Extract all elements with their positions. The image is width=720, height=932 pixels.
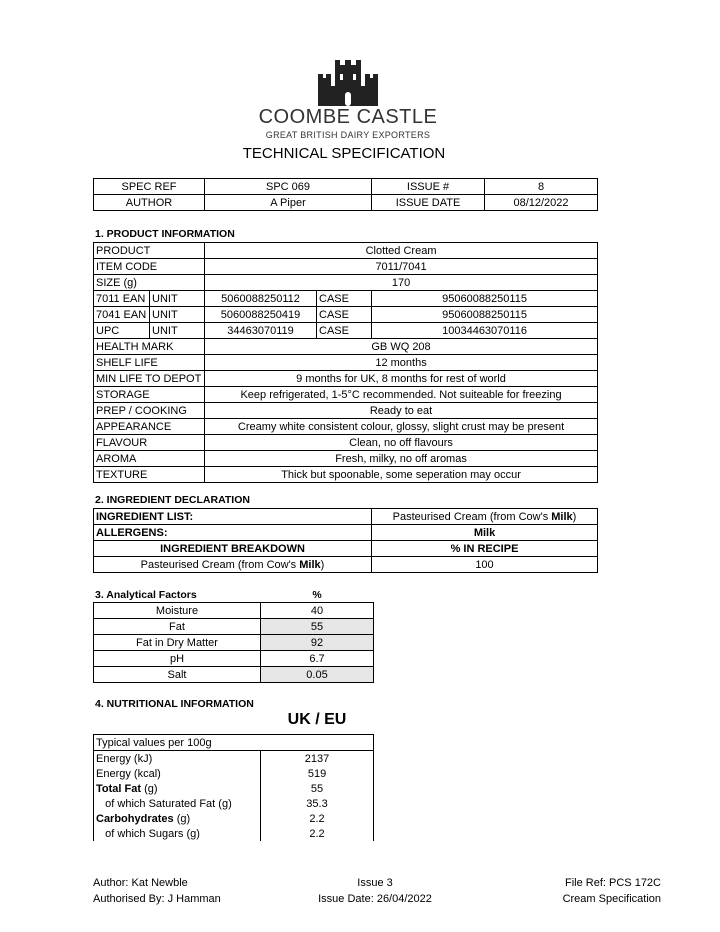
- code-row: [94, 307, 598, 323]
- unit-label: UNIT: [150, 291, 205, 307]
- footer-left: [93, 875, 221, 907]
- ingredient-list-label: INGREDIENT LIST:: [94, 509, 372, 525]
- allergens-label: ALLERGENS:: [94, 525, 372, 541]
- texture-value: Thick but spoonable, some seperation may occur: [205, 467, 598, 483]
- table-row: Total Fat (g) 55: [94, 781, 374, 796]
- document-title: TECHNICAL SPECIFICATION: [242, 145, 446, 162]
- prep-value: Ready to eat: [205, 403, 598, 419]
- percent-label: % IN RECIPE: [372, 541, 598, 557]
- table-row: Energy (kJ) 2137: [94, 751, 374, 767]
- case-label: CASE: [317, 323, 372, 339]
- unit-label: UNIT: [150, 323, 205, 339]
- code-row: [94, 291, 598, 307]
- case-label: CASE: [317, 307, 372, 323]
- unit-label: UNIT: [150, 307, 205, 323]
- issue-date-label: ISSUE DATE: [372, 195, 485, 211]
- case-label: CASE: [317, 291, 372, 307]
- table-row: Fat 55: [94, 619, 374, 635]
- castle-icon: [318, 60, 378, 106]
- unit-code: 5060088250112: [205, 291, 317, 307]
- author-value: A Piper: [205, 195, 372, 211]
- code-type: 7011 EAN: [94, 291, 150, 307]
- footer-right: [500, 875, 661, 907]
- unit-code: 5060088250419: [205, 307, 317, 323]
- prep-label: PREP / COOKING: [94, 403, 205, 419]
- analytical-table: [93, 602, 374, 683]
- item-code-label: ITEM CODE: [94, 259, 205, 275]
- breakdown-label: INGREDIENT BREAKDOWN: [94, 541, 372, 557]
- footer-doc-name: Cream Specification: [562, 893, 661, 905]
- analytical-heading: 3. Analytical Factors: [95, 589, 197, 601]
- ingredient-list-value: Pasteurised Cream (from Cow's Milk): [372, 509, 598, 525]
- product-label: PRODUCT: [94, 243, 205, 259]
- table-row: of which Sugars (g) 2.2: [94, 826, 374, 841]
- table-row: of which Saturated Fat (g) 35.3: [94, 796, 374, 811]
- storage-label: STORAGE: [94, 387, 205, 403]
- breakdown-ingredient: Pasteurised Cream (from Cow's Milk): [94, 557, 372, 573]
- product-info-table: [93, 242, 598, 483]
- footer-issue: Issue 3: [357, 877, 393, 889]
- flavour-label: FLAVOUR: [94, 435, 205, 451]
- nutrition-region: UK / EU: [287, 711, 347, 728]
- appearance-label: APPEARANCE: [94, 419, 205, 435]
- code-row: [94, 323, 598, 339]
- ingredient-heading: 2. INGREDIENT DECLARATION: [95, 494, 250, 506]
- nutrition-table: [93, 734, 374, 841]
- footer-author: Author: Kat Newble: [93, 877, 188, 889]
- company-logo: [258, 60, 438, 140]
- health-mark-value: GB WQ 208: [205, 339, 598, 355]
- spec-ref-value: SPC 069: [205, 179, 372, 195]
- min-life-value: 9 months for UK, 8 months for rest of world: [205, 371, 598, 387]
- author-label: AUTHOR: [94, 195, 205, 211]
- item-code-value: 7011/7041: [205, 259, 598, 275]
- typical-values-label: Typical values per 100g: [94, 735, 374, 751]
- health-mark-label: HEALTH MARK: [94, 339, 205, 355]
- shelf-life-label: SHELF LIFE: [94, 355, 205, 371]
- spec-header-table: [93, 178, 598, 211]
- allergens-value: Milk: [372, 525, 598, 541]
- footer-authorised: Authorised By: J Hamman: [93, 893, 221, 905]
- min-life-label: MIN LIFE TO DEPOT: [94, 371, 205, 387]
- breakdown-percent: 100: [372, 557, 598, 573]
- table-row: Moisture 40: [94, 603, 374, 619]
- ingredient-table: [93, 508, 598, 541]
- table-row: Salt 0.05: [94, 667, 374, 683]
- company-name: COOMBE CASTLE: [258, 106, 438, 128]
- texture-label: TEXTURE: [94, 467, 205, 483]
- issue-label: ISSUE #: [372, 179, 485, 195]
- footer-file-ref: File Ref: PCS 172C: [565, 877, 661, 889]
- product-value: Clotted Cream: [205, 243, 598, 259]
- table-row: Fat in Dry Matter 92: [94, 635, 374, 651]
- aroma-label: AROMA: [94, 451, 205, 467]
- footer-issue-date: Issue Date: 26/04/2022: [318, 893, 432, 905]
- product-info-heading: 1. PRODUCT INFORMATION: [95, 228, 235, 240]
- shelf-life-value: 12 months: [205, 355, 598, 371]
- case-code: 95060088250115: [372, 307, 598, 323]
- storage-value: Keep refrigerated, 1-5°C recommended. Not suiteable for freezing: [205, 387, 598, 403]
- table-row: pH 6.7: [94, 651, 374, 667]
- spec-ref-label: SPEC REF: [94, 179, 205, 195]
- appearance-value: Creamy white consistent colour, glossy, slight crust may be present: [205, 419, 598, 435]
- table-row: Carbohydrates (g) 2.2: [94, 811, 374, 826]
- size-value: 170: [205, 275, 598, 291]
- code-type: UPC: [94, 323, 150, 339]
- case-code: 10034463070116: [372, 323, 598, 339]
- code-type: 7041 EAN: [94, 307, 150, 323]
- company-tagline: GREAT BRITISH DAIRY EXPORTERS: [265, 130, 431, 140]
- analytical-unit-header: %: [312, 589, 322, 601]
- nutrition-heading: 4. NUTRITIONAL INFORMATION: [95, 698, 254, 710]
- ingredient-breakdown-table: [93, 540, 598, 573]
- case-code: 95060088250115: [372, 291, 598, 307]
- aroma-value: Fresh, milky, no off aromas: [205, 451, 598, 467]
- issue-value: 8: [485, 179, 598, 195]
- table-row: Energy (kcal) 519: [94, 766, 374, 781]
- flavour-value: Clean, no off flavours: [205, 435, 598, 451]
- footer-center: [280, 875, 470, 907]
- unit-code: 34463070119: [205, 323, 317, 339]
- size-label: SIZE (g): [94, 275, 205, 291]
- issue-date-value: 08/12/2022: [485, 195, 598, 211]
